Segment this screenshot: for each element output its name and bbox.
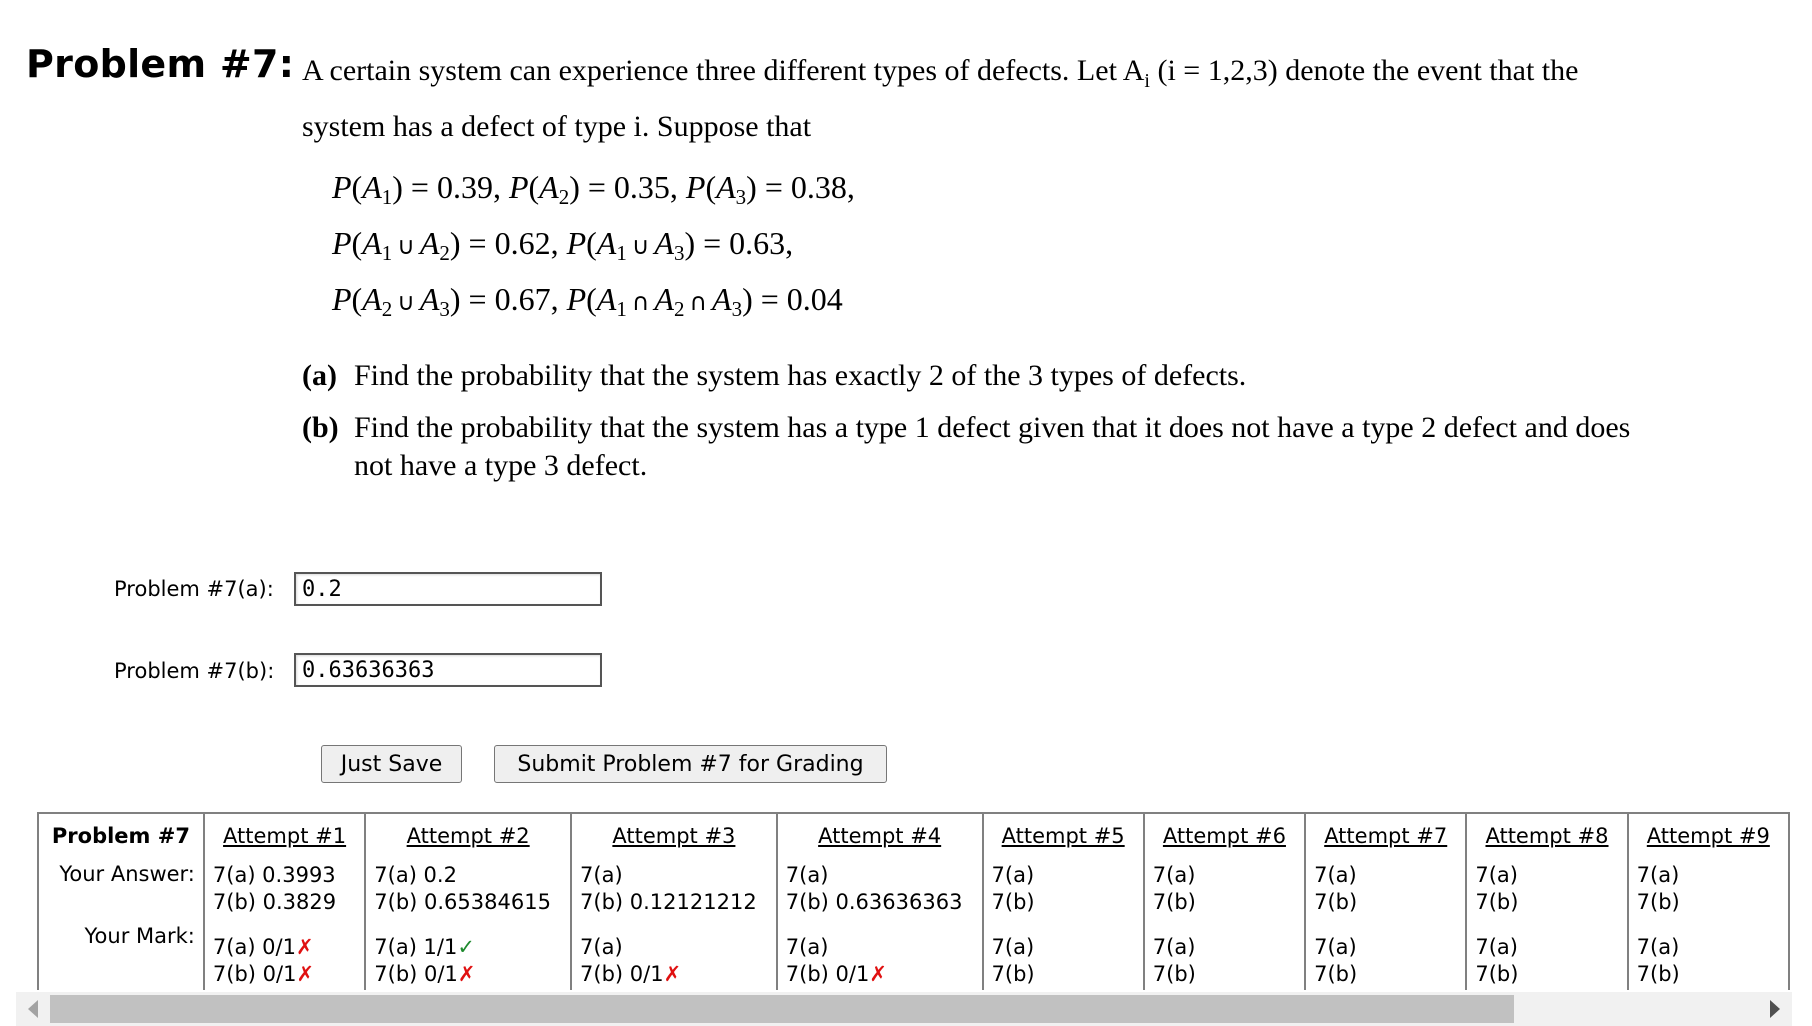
formula-line-3: $P(A_2$ ∪ $A_3) = 0.67$, $P(A_1$ ∩ $A_2$ ∩ $A_3) = 0.04$ [332,281,843,321]
answer-value: 7(b) [1152,890,1196,914]
attempt-header-3[interactable] [571,813,777,858]
answer-value: 7(b) 0.65384615 [374,890,551,914]
just-save-button[interactable]: Just Save [321,745,462,783]
mark-line [213,934,356,961]
answer-value: 7(a) [1314,863,1357,887]
attempts-table-container [0,800,1790,990]
attempt-mark-cell [204,920,365,990]
attempt-mark-cell [365,920,571,990]
answer-value: 7(b) [991,890,1035,914]
mark-value: 7(a) 0/1 [212,935,296,959]
answer-value: 7(b) 0.63636363 [785,890,963,914]
part-a [302,357,1246,395]
attempt-answer-cell [1628,858,1789,920]
mark-line [1637,961,1780,988]
mark-value: 7(b) 0/1 [374,962,458,986]
mark-line [1314,934,1457,961]
attempt-mark-cell [571,920,777,990]
attempt-link-9[interactable]: Attempt #9 [1646,824,1770,848]
attempt-mark-cell [1628,920,1789,990]
attempt-link-2[interactable]: Attempt #2 [406,824,530,848]
mark-line [374,961,562,988]
intro-text-2: (i = 1,2,3) denote the event that the [1149,54,1579,87]
mark-value: 7(b) [1152,962,1196,986]
mark-line [580,961,768,988]
attempt-header-8[interactable] [1466,813,1627,858]
intro-text-3: system has a defect of type i. Suppose that [302,110,812,143]
mark-value: 7(a) [991,935,1035,959]
scroll-left-icon[interactable] [28,1000,38,1018]
attempt-header-7[interactable] [1305,813,1466,858]
answer-value: 7(b) 0.3829 [212,890,337,914]
attempt-answer-cell [983,858,1144,920]
submit-grading-button[interactable]: Submit Problem #7 for Grading [494,745,887,783]
attempt-answer-cell [571,858,777,920]
intro-text-1: A certain system can experience three different types of defects. Let A [302,54,1145,87]
answer-value: 7(a) [1636,863,1680,887]
mark-line [1475,934,1618,961]
mark-line [1475,961,1618,988]
attempt-link-8[interactable]: Attempt #8 [1485,824,1609,848]
attempt-answer-cell [1466,858,1627,920]
attempt-link-3[interactable]: Attempt #3 [612,824,736,848]
incorrect-x-icon: ✗ [295,935,314,959]
mark-value: 7(a) [1475,935,1518,959]
your-mark-label: Your Mark: [84,924,195,948]
mark-value: 7(b) [1475,962,1519,986]
probability-formulas [332,164,855,332]
part-b [302,409,1780,485]
mark-value: 7(b) 0/1 [212,962,297,986]
formula-line-1: $P(A_1) = 0.39$, $P(A_2) = 0.35$, $P(A_3) = 0.38$, [332,169,855,209]
attempt-mark-cell [1305,920,1466,990]
formula-line-2: $P(A_1$ ∪ $A_2) = 0.62$, $P(A_1$ ∪ $A_3) = 0.63$, [332,225,794,265]
mark-value: 7(a) 1/1 [374,935,458,959]
attempt-header-5[interactable] [983,813,1144,858]
part-a-text: Find the probability that the system has exactly 2 of the 3 types of defects. [354,359,1247,392]
answer-value: 7(a) [1152,863,1196,887]
answer-b-label: Problem #7(b): [114,659,275,683]
mark-value: 7(b) [991,962,1035,986]
part-b-label: (b) [302,411,339,444]
attempt-header-1[interactable] [204,813,365,858]
answer-value: 7(a) 0.2 [374,863,457,887]
mark-line [580,934,768,961]
mark-value: 7(a) [785,935,829,959]
your-answer-label: Your Answer: [59,862,195,886]
mark-line [786,961,974,988]
correct-check-icon: ✓ [457,935,475,959]
answer-value: 7(a) [580,863,623,887]
attempt-link-4[interactable]: Attempt #4 [818,824,942,848]
mark-line [992,934,1135,961]
attempt-link-7[interactable]: Attempt #7 [1324,824,1448,848]
attempt-answer-cell [1144,858,1305,920]
attempt-mark-cell [1466,920,1627,990]
answer-value: 7(b) [1314,890,1358,914]
answer-value: 7(a) 0.3993 [212,863,336,887]
attempt-header-4[interactable] [777,813,983,858]
problem-intro [302,48,1780,149]
attempt-header-2[interactable] [365,813,571,858]
attempts-table [37,812,1790,990]
incorrect-x-icon: ✗ [663,962,682,986]
mark-value: 7(b) [1314,962,1358,986]
incorrect-x-icon: ✗ [296,962,315,986]
mark-line [992,961,1135,988]
answer-a-input[interactable] [294,572,602,606]
attempt-answer-cell [1305,858,1466,920]
scrollbar-thumb[interactable] [50,995,1514,1023]
attempt-header-9[interactable] [1628,813,1789,858]
mark-line [1153,934,1296,961]
table-corner-label: Problem #7 [51,824,190,848]
answer-value: 7(a) [1475,863,1518,887]
attempt-answer-cell [204,858,365,920]
mark-value: 7(b) [1636,962,1680,986]
mark-value: 7(a) [580,935,623,959]
attempt-link-1[interactable]: Attempt #1 [223,824,347,848]
problem-title: Problem #7: [26,42,295,86]
mark-value: 7(a) [1636,935,1680,959]
attempt-mark-cell [1144,920,1305,990]
attempt-answer-cell [777,858,983,920]
attempt-header-6[interactable] [1144,813,1305,858]
table-header-row [38,813,1789,858]
answer-b-input[interactable] [294,653,602,687]
attempt-mark-cell [983,920,1144,990]
your-answer-row [38,858,1789,920]
mark-value: 7(b) 0/1 [580,962,664,986]
answer-value: 7(a) [991,863,1035,887]
horizontal-scrollbar[interactable] [16,992,1792,1026]
mark-line [786,934,974,961]
mark-line [1314,961,1457,988]
incorrect-x-icon: ✗ [457,962,476,986]
incorrect-x-icon: ✗ [869,962,887,986]
your-mark-row [38,920,1789,990]
attempt-link-5[interactable]: Attempt #5 [1001,824,1125,848]
mark-value: 7(b) 0/1 [785,962,870,986]
attempt-answer-cell [365,858,571,920]
scroll-right-icon[interactable] [1770,1000,1780,1018]
attempt-mark-cell [777,920,983,990]
attempt-link-6[interactable]: Attempt #6 [1162,824,1286,848]
answer-value: 7(b) [1475,890,1519,914]
mark-line [1153,961,1296,988]
part-a-label: (a) [302,359,337,392]
answer-a-label: Problem #7(a): [114,577,274,601]
mark-value: 7(a) [1152,935,1196,959]
answer-value: 7(b) [1636,890,1680,914]
mark-line [1637,934,1780,961]
mark-value: 7(a) [1314,935,1357,959]
mark-line [374,934,562,961]
part-b-text-2: not have a type 3 defect. [354,449,648,482]
answer-value: 7(a) [785,863,829,887]
mark-line [213,961,356,988]
intro-sub: i [1144,70,1150,92]
answer-value: 7(b) 0.12121212 [580,890,757,914]
part-b-text-1: Find the probability that the system has a type 1 defect given that it does not have a type 2 defect and does [354,411,1631,444]
